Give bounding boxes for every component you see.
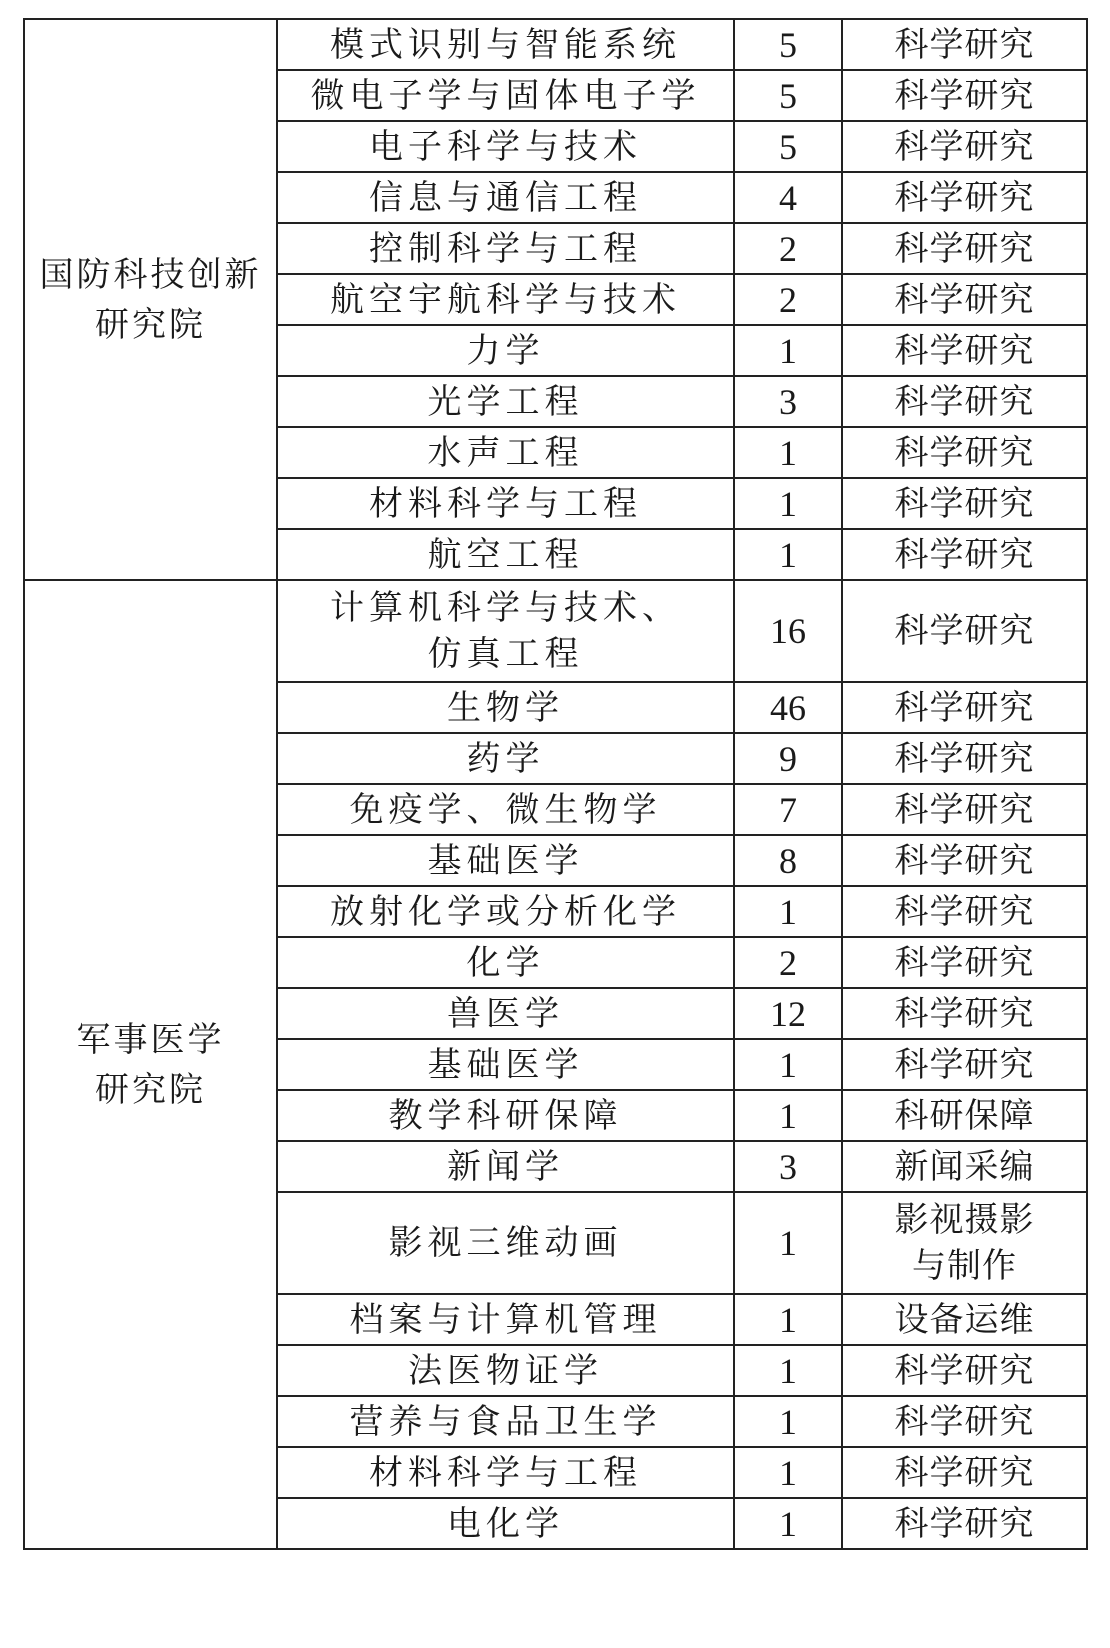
headcount-cell — [734, 223, 842, 274]
major-name-cell — [277, 682, 734, 733]
major-name-cell — [277, 1090, 734, 1141]
major-name: 兽医学 — [447, 993, 564, 1034]
headcount: 8 — [779, 840, 797, 881]
headcount: 3 — [779, 1146, 797, 1187]
headcount: 12 — [770, 993, 806, 1034]
department-cell — [24, 19, 277, 580]
position-type: 科学研究 — [894, 611, 1035, 651]
major-name-cell — [277, 1447, 734, 1498]
position-type: 科学研究 — [894, 483, 1035, 524]
headcount-cell — [734, 70, 842, 121]
headcount-cell — [734, 733, 842, 784]
headcount-cell — [734, 937, 842, 988]
position-type-cell — [842, 937, 1087, 988]
position-type-cell — [842, 1294, 1087, 1345]
major-name: 模式识别与智能系统 — [330, 24, 681, 65]
position-type-cell — [842, 325, 1087, 376]
headcount-cell — [734, 1090, 842, 1141]
major-name-cell — [277, 172, 734, 223]
headcount-cell — [734, 1447, 842, 1498]
headcount: 46 — [770, 687, 806, 728]
headcount-cell — [734, 1039, 842, 1090]
major-name: 信息与通信工程 — [369, 177, 642, 218]
major-name-cell — [277, 835, 734, 886]
headcount: 5 — [779, 24, 797, 65]
headcount: 1 — [779, 1095, 797, 1136]
major-name: 航空工程 — [427, 534, 584, 575]
position-type-cell — [842, 529, 1087, 580]
position-type-cell — [842, 1039, 1087, 1090]
major-name-cell — [277, 19, 734, 70]
position-type: 科学研究 — [894, 381, 1035, 422]
major-name-cell — [277, 886, 734, 937]
position-type: 影视摄影 与制作 — [894, 1200, 1035, 1286]
major-name: 免疫学、微生物学 — [349, 789, 662, 830]
position-type-cell — [842, 478, 1087, 529]
headcount-cell — [734, 121, 842, 172]
major-name: 光学工程 — [427, 381, 584, 422]
major-name-cell — [277, 427, 734, 478]
major-name: 化学 — [466, 942, 545, 983]
position-type-cell — [842, 172, 1087, 223]
position-type-cell — [842, 19, 1087, 70]
major-name-cell — [277, 529, 734, 580]
headcount-cell — [734, 172, 842, 223]
headcount: 1 — [779, 1350, 797, 1391]
major-name: 控制科学与工程 — [369, 228, 642, 269]
position-type-cell — [842, 886, 1087, 937]
position-type-cell — [842, 1090, 1087, 1141]
major-name: 微电子学与固体电子学 — [310, 75, 701, 116]
recruitment-table — [23, 18, 1088, 1550]
position-type: 科学研究 — [894, 942, 1035, 983]
headcount-cell — [734, 1345, 842, 1396]
headcount: 5 — [779, 75, 797, 116]
major-name-cell — [277, 1294, 734, 1345]
major-name: 电化学 — [447, 1503, 564, 1544]
major-name-cell — [277, 376, 734, 427]
headcount-cell — [734, 580, 842, 682]
position-type: 科学研究 — [894, 891, 1035, 932]
headcount: 3 — [779, 381, 797, 422]
position-type-cell — [842, 784, 1087, 835]
headcount: 2 — [779, 228, 797, 269]
major-name-cell — [277, 70, 734, 121]
position-type: 科学研究 — [894, 1452, 1035, 1493]
major-name: 基础医学 — [427, 1044, 584, 1085]
headcount-cell — [734, 682, 842, 733]
headcount: 1 — [779, 1299, 797, 1340]
position-type: 科学研究 — [894, 330, 1035, 371]
headcount-cell — [734, 19, 842, 70]
position-type-cell — [842, 121, 1087, 172]
headcount: 16 — [770, 611, 806, 651]
position-type: 科学研究 — [894, 1350, 1035, 1391]
position-type: 科学研究 — [894, 228, 1035, 269]
major-name-cell — [277, 1192, 734, 1294]
position-type-cell — [842, 1447, 1087, 1498]
major-name: 电子科学与技术 — [369, 126, 642, 167]
headcount: 1 — [779, 891, 797, 932]
headcount-cell — [734, 784, 842, 835]
position-type: 科学研究 — [894, 1503, 1035, 1544]
headcount: 4 — [779, 177, 797, 218]
position-type: 科学研究 — [894, 840, 1035, 881]
major-name: 力学 — [466, 330, 545, 371]
position-type-cell — [842, 1498, 1087, 1549]
position-type-cell — [842, 733, 1087, 784]
position-type: 新闻采编 — [894, 1146, 1035, 1187]
major-name-cell — [277, 1345, 734, 1396]
position-type: 科学研究 — [894, 534, 1035, 575]
headcount: 2 — [779, 942, 797, 983]
position-type-cell — [842, 70, 1087, 121]
headcount-cell — [734, 376, 842, 427]
major-name: 材料科学与工程 — [369, 1452, 642, 1493]
major-name-cell — [277, 325, 734, 376]
position-type-cell — [842, 376, 1087, 427]
position-type: 科学研究 — [894, 1401, 1035, 1442]
position-type: 科学研究 — [894, 687, 1035, 728]
headcount: 1 — [779, 1503, 797, 1544]
major-name: 水声工程 — [427, 432, 584, 473]
headcount: 1 — [779, 1401, 797, 1442]
position-type: 设备运维 — [894, 1299, 1035, 1340]
position-type: 科学研究 — [894, 432, 1035, 473]
major-name-cell — [277, 478, 734, 529]
headcount: 9 — [779, 738, 797, 779]
position-type-cell — [842, 1192, 1087, 1294]
position-type-cell — [842, 1141, 1087, 1192]
headcount-cell — [734, 478, 842, 529]
major-name: 新闻学 — [447, 1146, 564, 1187]
position-type-cell — [842, 427, 1087, 478]
headcount: 1 — [779, 330, 797, 371]
major-name-cell — [277, 988, 734, 1039]
major-name: 放射化学或分析化学 — [330, 891, 681, 932]
major-name-cell — [277, 1039, 734, 1090]
headcount: 1 — [779, 483, 797, 524]
table-row — [24, 19, 1087, 70]
major-name: 档案与计算机管理 — [349, 1299, 662, 1340]
headcount-cell — [734, 1498, 842, 1549]
position-type-cell — [842, 835, 1087, 886]
position-type: 科研保障 — [894, 1095, 1035, 1136]
headcount-cell — [734, 1294, 842, 1345]
major-name-cell — [277, 937, 734, 988]
position-type-cell — [842, 988, 1087, 1039]
major-name: 计算机科学与技术、 仿真工程 — [330, 588, 681, 674]
department-name: 军事医学 研究院 — [76, 1019, 225, 1110]
headcount-cell — [734, 1396, 842, 1447]
major-name: 教学科研保障 — [388, 1095, 623, 1136]
headcount-cell — [734, 427, 842, 478]
major-name-cell — [277, 784, 734, 835]
headcount: 1 — [779, 1223, 797, 1263]
headcount-cell — [734, 1141, 842, 1192]
table-row — [24, 580, 1087, 682]
headcount-cell — [734, 274, 842, 325]
position-type-cell — [842, 580, 1087, 682]
major-name-cell — [277, 223, 734, 274]
position-type-cell — [842, 274, 1087, 325]
position-type-cell — [842, 1396, 1087, 1447]
headcount: 2 — [779, 279, 797, 320]
headcount-cell — [734, 835, 842, 886]
major-name: 基础医学 — [427, 840, 584, 881]
position-type: 科学研究 — [894, 24, 1035, 65]
position-type: 科学研究 — [894, 738, 1035, 779]
major-name: 影视三维动画 — [388, 1223, 623, 1263]
major-name: 药学 — [466, 738, 545, 779]
headcount-cell — [734, 886, 842, 937]
position-type: 科学研究 — [894, 177, 1035, 218]
department-cell — [24, 580, 277, 1549]
major-name: 航空宇航科学与技术 — [330, 279, 681, 320]
major-name-cell — [277, 274, 734, 325]
major-name-cell — [277, 580, 734, 682]
major-name-cell — [277, 121, 734, 172]
position-type: 科学研究 — [894, 279, 1035, 320]
major-name-cell — [277, 1396, 734, 1447]
major-name: 营养与食品卫生学 — [349, 1401, 662, 1442]
major-name: 生物学 — [447, 687, 564, 728]
position-type: 科学研究 — [894, 1044, 1035, 1085]
headcount: 1 — [779, 1044, 797, 1085]
position-type: 科学研究 — [894, 75, 1035, 116]
headcount-cell — [734, 325, 842, 376]
headcount-cell — [734, 988, 842, 1039]
headcount: 1 — [779, 432, 797, 473]
headcount-cell — [734, 1192, 842, 1294]
major-name-cell — [277, 733, 734, 784]
major-name-cell — [277, 1141, 734, 1192]
major-name: 法医物证学 — [408, 1350, 603, 1391]
headcount-cell — [734, 529, 842, 580]
position-type-cell — [842, 682, 1087, 733]
headcount: 1 — [779, 534, 797, 575]
position-type: 科学研究 — [894, 789, 1035, 830]
major-name: 材料科学与工程 — [369, 483, 642, 524]
major-name-cell — [277, 1498, 734, 1549]
department-name: 国防科技创新 研究院 — [39, 254, 262, 345]
headcount: 7 — [779, 789, 797, 830]
position-type-cell — [842, 223, 1087, 274]
position-type: 科学研究 — [894, 126, 1035, 167]
headcount: 1 — [779, 1452, 797, 1493]
position-type-cell — [842, 1345, 1087, 1396]
table-body — [24, 19, 1087, 1549]
position-type: 科学研究 — [894, 993, 1035, 1034]
headcount: 5 — [779, 126, 797, 167]
